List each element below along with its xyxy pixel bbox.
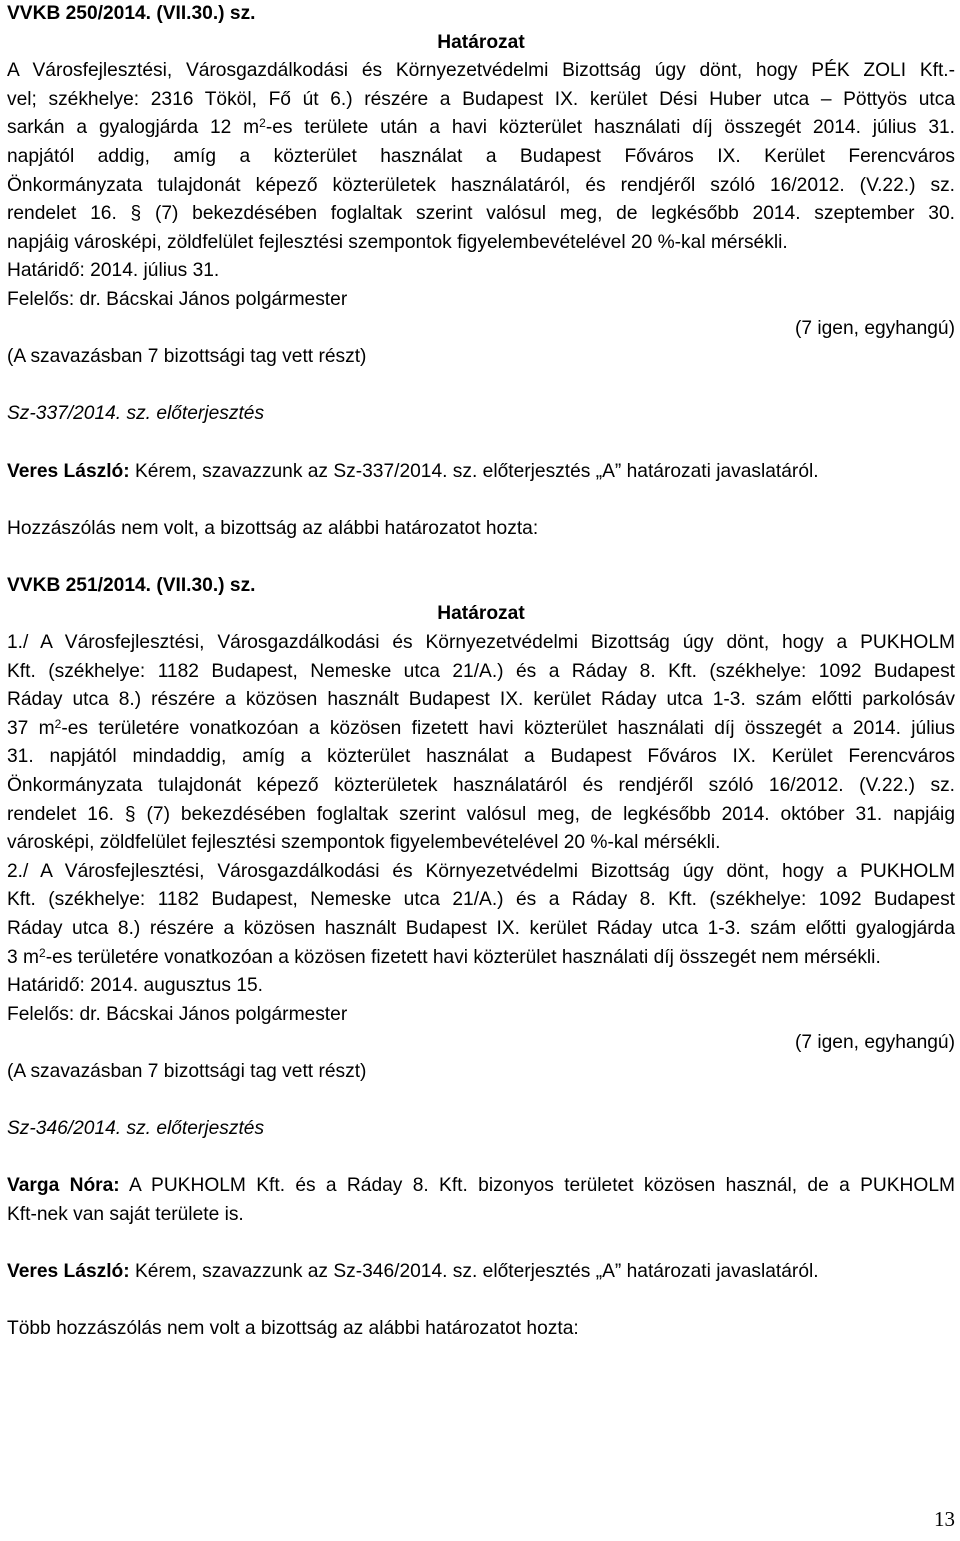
- text-line: városképi, zöldfelület fejlesztési szempontok figyelembevételével 20 %-kal mérsékli.: [7, 832, 721, 854]
- resolution-id-250: VVKB 250/2014. (VII.30.) sz.: [7, 3, 256, 24]
- text-line: 2./ A Városfejlesztési, Városgazdálkodási és Környezetvédelmi Bizottság úgy dönt, hogy a PUKHOLM: [7, 860, 955, 882]
- vote-participants: (A szavazásban 7 bizottsági tag vett részt): [7, 1060, 367, 1082]
- proposal-reference: Sz-346/2014. sz. előterjesztés: [7, 1118, 265, 1140]
- text-line: Kft-nek van saját területe is.: [7, 1203, 244, 1225]
- text-line: Varga Nóra: A PUKHOLM Kft. és a Ráday 8. Kft. bizonyos területet közösen használ, de a PUKHOLM: [7, 1175, 955, 1197]
- text-line: sarkán a gyalogjárda 12 $m^2-es$ területe után a havi közterület használati díj összegét 2014. július 31.: [7, 116, 955, 139]
- resolution-heading: Határozat: [437, 31, 525, 53]
- responsible: Felelős: dr. Bácskai János polgármester: [7, 288, 348, 310]
- speech-varga: [7, 1172, 955, 1229]
- text-line: 3 $m^2-es$ területére vonatkozóan a közösen fizetett havi közterület használati díj összegét nem mérsékli.: [7, 945, 881, 968]
- proposal-reference: Sz-337/2014. sz. előterjesztés: [7, 403, 265, 425]
- text-line: rendelet 16. § (7) bekezdésében foglaltak szerint valósul meg, de legkésőbb 2014. október 31. napjáig: [7, 803, 955, 825]
- text-line: napjáig városképi, zöldfelület fejlesztési szempontok figyelembevételével 20 %-kal mérsékli.: [7, 231, 788, 253]
- speech-veres-1: Veres László: Kérem, szavazzunk az Sz-337/2014. sz. előterjesztés „A” határozati javaslatáról.: [7, 460, 819, 482]
- text-line: Kft. (székhelye: 1182 Budapest, Nemeske utca 21/A.) és a Ráday 8. Kft. (székhelye: 1092 Budapest: [7, 889, 955, 911]
- text-line: 1./ A Városfejlesztési, Városgazdálkodási és Környezetvédelmi Bizottság úgy dönt, hogy a PUKHOLM: [7, 632, 955, 654]
- text-line: Önkormányzata tulajdonát képező közterületek használatáról, és rendjéről szóló 16/2012. (V.22.) sz.: [7, 174, 955, 196]
- speaker-name: Veres László:: [7, 460, 130, 482]
- text-line: 31. napjától mindaddig, amíg a közterület használat a Budapest Főváros IX. Kerület Ferencváros: [7, 746, 955, 768]
- responsible: Felelős: dr. Bácskai János polgármester: [7, 1003, 348, 1025]
- text-line: 37 $m^2-es$ területére vonatkozóan a közösen fizetett havi közterület használati díj összegét a 2014. július: [7, 716, 955, 739]
- resolution-point-2: [7, 858, 955, 972]
- vote-result: (7 igen, egyhangú): [794, 317, 955, 339]
- speaker-name: Veres László:: [7, 1261, 130, 1283]
- vote-result: (7 igen, egyhangú): [794, 1032, 955, 1054]
- text-line: rendelet 16. § (7) bekezdésében foglaltak szerint valósul meg, de legkésőbb 2014. szeptember 30.: [7, 203, 955, 225]
- deadline: Határidő: 2014. július 31.: [7, 260, 220, 282]
- text-line: vel; székhelye: 2316 Tököl, Fő út 6.) részére a Budapest IX. kerület Dési Huber utca – Pöttyös utca: [7, 88, 955, 110]
- resolution-id-251: VVKB 251/2014. (VII.30.) sz.: [7, 574, 256, 596]
- no-comments-note: Hozzászólás nem volt, a bizottság az alábbi határozatot hozta:: [7, 517, 539, 539]
- more-comments-note: Több hozzászólás nem volt a bizottság az alábbi határozatot hozta:: [7, 1318, 579, 1340]
- speaker-name: Varga Nóra:: [7, 1175, 120, 1197]
- speech-veres-2: Veres László: Kérem, szavazzunk az Sz-346/2014. sz. előterjesztés „A” határozati javaslatáról.: [7, 1261, 819, 1283]
- resolution-body-250: [7, 57, 955, 257]
- vote-participants: (A szavazásban 7 bizottsági tag vett részt): [7, 346, 367, 368]
- resolution-heading: Határozat: [437, 603, 525, 625]
- page-number: 13: [934, 1507, 955, 1531]
- text-line: Ráday utca 8.) részére a közösen használt Budapest IX. kerület Ráday utca 1-3. szám előtti gyalogjárda: [7, 918, 955, 939]
- text-line: Önkormányzata tulajdonát képező közterületek használatáról és rendjéről szóló 16/2012. (V.22.) sz.: [7, 775, 955, 797]
- resolution-point-1: [7, 629, 955, 858]
- text-line: napjától addig, amíg a közterület használat a Budapest Főváros IX. Kerület Ferencváros: [7, 145, 955, 167]
- deadline: Határidő: 2014. augusztus 15.: [7, 975, 264, 997]
- text-line: Ráday utca 8.) részére a közösen használt Budapest IX. kerület Ráday utca 1-3. szám előtti parkolósáv: [7, 689, 955, 711]
- text-line: Kft. (székhelye: 1182 Budapest, Nemeske utca 21/A.) és a Ráday 8. Kft. (székhelye: 1092 Budapest: [7, 660, 955, 682]
- text-line: A Városfejlesztési, Városgazdálkodási és Környezetvédelmi Bizottság úgy dönt, hogy PÉK ZOLI Kft.-: [7, 60, 955, 82]
